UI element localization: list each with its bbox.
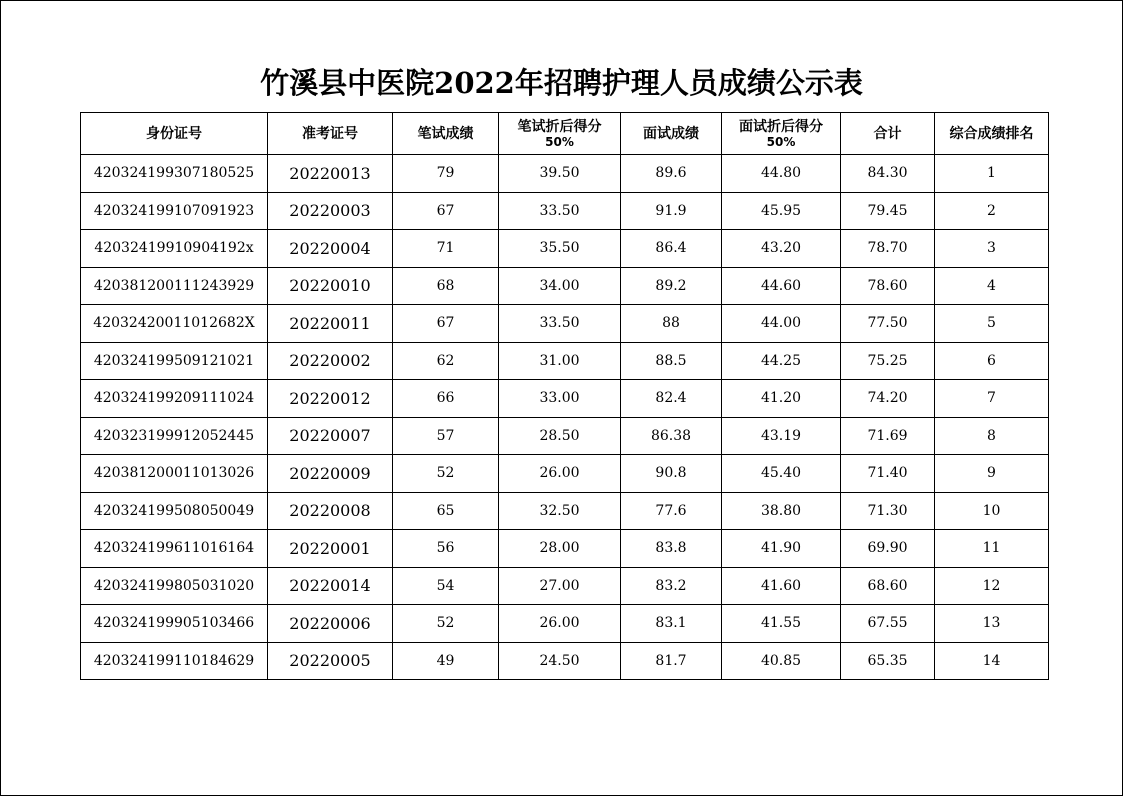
cell-exam-no: 20220004: [268, 230, 393, 268]
table-row: [81, 605, 1049, 643]
cell-rank: 12: [935, 567, 1049, 605]
table-row: [81, 492, 1049, 530]
cell-interview-50: 41.90: [722, 530, 841, 568]
cell-exam-no: 20220010: [268, 267, 393, 305]
score-table: [80, 112, 1049, 680]
cell-interview-50: 41.20: [722, 380, 841, 418]
cell-interview: 89.6: [621, 155, 722, 193]
cell-written: 52: [393, 605, 499, 643]
cell-written-50: 34.00: [499, 267, 621, 305]
cell-total: 79.45: [841, 192, 935, 230]
cell-interview: 90.8: [621, 455, 722, 493]
cell-id: 420324199611016164: [81, 530, 268, 568]
page-title: 竹溪县中医院2022年招聘护理人员成绩公示表: [260, 66, 863, 100]
cell-total: 74.20: [841, 380, 935, 418]
cell-rank: 14: [935, 642, 1049, 680]
cell-written-50: 24.50: [499, 642, 621, 680]
cell-written-50: 33.50: [499, 305, 621, 343]
header-interview-50-pct: 50%: [766, 134, 796, 149]
cell-written: 54: [393, 567, 499, 605]
cell-written-50: 31.00: [499, 342, 621, 380]
table-row: [81, 417, 1049, 455]
cell-rank: 6: [935, 342, 1049, 380]
cell-rank: 3: [935, 230, 1049, 268]
cell-rank: 4: [935, 267, 1049, 305]
cell-interview: 81.7: [621, 642, 722, 680]
table-row: [81, 567, 1049, 605]
cell-written: 71: [393, 230, 499, 268]
cell-rank: 1: [935, 155, 1049, 193]
cell-interview-50: 45.95: [722, 192, 841, 230]
cell-id: 420324199307180525: [81, 155, 268, 193]
cell-exam-no: 20220011: [268, 305, 393, 343]
cell-written-50: 35.50: [499, 230, 621, 268]
cell-interview: 86.4: [621, 230, 722, 268]
table-row: [81, 305, 1049, 343]
cell-interview: 91.9: [621, 192, 722, 230]
cell-interview-50: 40.85: [722, 642, 841, 680]
cell-interview-50: 44.25: [722, 342, 841, 380]
cell-rank: 11: [935, 530, 1049, 568]
cell-written: 66: [393, 380, 499, 418]
cell-written-50: 28.50: [499, 417, 621, 455]
cell-rank: 13: [935, 605, 1049, 643]
cell-total: 71.30: [841, 492, 935, 530]
cell-interview: 88.5: [621, 342, 722, 380]
cell-written-50: 27.00: [499, 567, 621, 605]
table-row: [81, 530, 1049, 568]
cell-id: 420324199209111024: [81, 380, 268, 418]
cell-interview: 83.2: [621, 567, 722, 605]
cell-interview: 77.6: [621, 492, 722, 530]
cell-interview-50: 44.80: [722, 155, 841, 193]
cell-total: 71.40: [841, 455, 935, 493]
cell-interview-50: 43.20: [722, 230, 841, 268]
cell-exam-no: 20220003: [268, 192, 393, 230]
cell-written-50: 26.00: [499, 605, 621, 643]
cell-id: 420324199905103466: [81, 605, 268, 643]
table-body: [81, 155, 1049, 680]
cell-written-50: 28.00: [499, 530, 621, 568]
cell-total: 78.60: [841, 267, 935, 305]
cell-id: 420323199912052445: [81, 417, 268, 455]
cell-id: 42032420011012682X: [81, 305, 268, 343]
cell-written-50: 26.00: [499, 455, 621, 493]
table-row: [81, 230, 1049, 268]
cell-id: 420324199110184629: [81, 642, 268, 680]
header-interview-50-label: 面试折后得分: [739, 118, 823, 135]
cell-total: 67.55: [841, 605, 935, 643]
header-written-50-pct: 50%: [545, 134, 574, 149]
table-row: [81, 642, 1049, 680]
cell-rank: 9: [935, 455, 1049, 493]
cell-exam-no: 20220001: [268, 530, 393, 568]
cell-total: 75.25: [841, 342, 935, 380]
cell-rank: 5: [935, 305, 1049, 343]
cell-written: 79: [393, 155, 499, 193]
cell-interview: 88: [621, 305, 722, 343]
cell-interview-50: 41.55: [722, 605, 841, 643]
cell-exam-no: 20220014: [268, 567, 393, 605]
cell-exam-no: 20220002: [268, 342, 393, 380]
cell-total: 71.69: [841, 417, 935, 455]
table-row: [81, 342, 1049, 380]
cell-written: 68: [393, 267, 499, 305]
cell-exam-no: 20220009: [268, 455, 393, 493]
cell-id: 420324199107091923: [81, 192, 268, 230]
cell-total: 65.35: [841, 642, 935, 680]
cell-interview: 89.2: [621, 267, 722, 305]
cell-id: 420381200111243929: [81, 267, 268, 305]
header-written-50: [499, 113, 621, 155]
cell-total: 84.30: [841, 155, 935, 193]
cell-written: 67: [393, 192, 499, 230]
table-row: [81, 267, 1049, 305]
cell-exam-no: 20220008: [268, 492, 393, 530]
cell-interview-50: 43.19: [722, 417, 841, 455]
header-rank: 综合成绩排名: [935, 113, 1049, 155]
table-row: [81, 380, 1049, 418]
cell-exam-no: 20220012: [268, 380, 393, 418]
header-written: 笔试成绩: [393, 113, 499, 155]
cell-interview-50: 45.40: [722, 455, 841, 493]
cell-total: 78.70: [841, 230, 935, 268]
cell-exam-no: 20220006: [268, 605, 393, 643]
cell-exam-no: 20220005: [268, 642, 393, 680]
table-header-row: [81, 113, 1049, 155]
cell-rank: 8: [935, 417, 1049, 455]
table-row: [81, 455, 1049, 493]
header-exam-no: 准考证号: [268, 113, 393, 155]
header-total: 合计: [841, 113, 935, 155]
cell-interview: 86.38: [621, 417, 722, 455]
cell-written: 57: [393, 417, 499, 455]
cell-written: 67: [393, 305, 499, 343]
cell-written: 52: [393, 455, 499, 493]
cell-id: 420381200011013026: [81, 455, 268, 493]
cell-interview-50: 44.00: [722, 305, 841, 343]
cell-rank: 2: [935, 192, 1049, 230]
cell-id: 420324199509121021: [81, 342, 268, 380]
cell-total: 77.50: [841, 305, 935, 343]
header-written-50-label: 笔试折后得分: [517, 118, 602, 135]
header-interview-50: [722, 113, 841, 155]
header-interview: 面试成绩: [621, 113, 722, 155]
cell-written-50: 33.00: [499, 380, 621, 418]
cell-rank: 10: [935, 492, 1049, 530]
cell-total: 68.60: [841, 567, 935, 605]
table-row: [81, 155, 1049, 193]
cell-written: 56: [393, 530, 499, 568]
cell-written: 65: [393, 492, 499, 530]
cell-interview: 82.4: [621, 380, 722, 418]
table-row: [81, 192, 1049, 230]
cell-interview-50: 38.80: [722, 492, 841, 530]
cell-written: 62: [393, 342, 499, 380]
cell-exam-no: 20220013: [268, 155, 393, 193]
cell-written: 49: [393, 642, 499, 680]
cell-total: 69.90: [841, 530, 935, 568]
cell-id: 420324199805031020: [81, 567, 268, 605]
cell-interview: 83.1: [621, 605, 722, 643]
cell-written-50: 32.50: [499, 492, 621, 530]
header-id: 身份证号: [81, 113, 268, 155]
cell-interview-50: 44.60: [722, 267, 841, 305]
cell-rank: 7: [935, 380, 1049, 418]
cell-written-50: 39.50: [499, 155, 621, 193]
cell-interview-50: 41.60: [722, 567, 841, 605]
cell-written-50: 33.50: [499, 192, 621, 230]
cell-interview: 83.8: [621, 530, 722, 568]
cell-id: 420324199508050049: [81, 492, 268, 530]
cell-exam-no: 20220007: [268, 417, 393, 455]
cell-id: 42032419910904192x: [81, 230, 268, 268]
